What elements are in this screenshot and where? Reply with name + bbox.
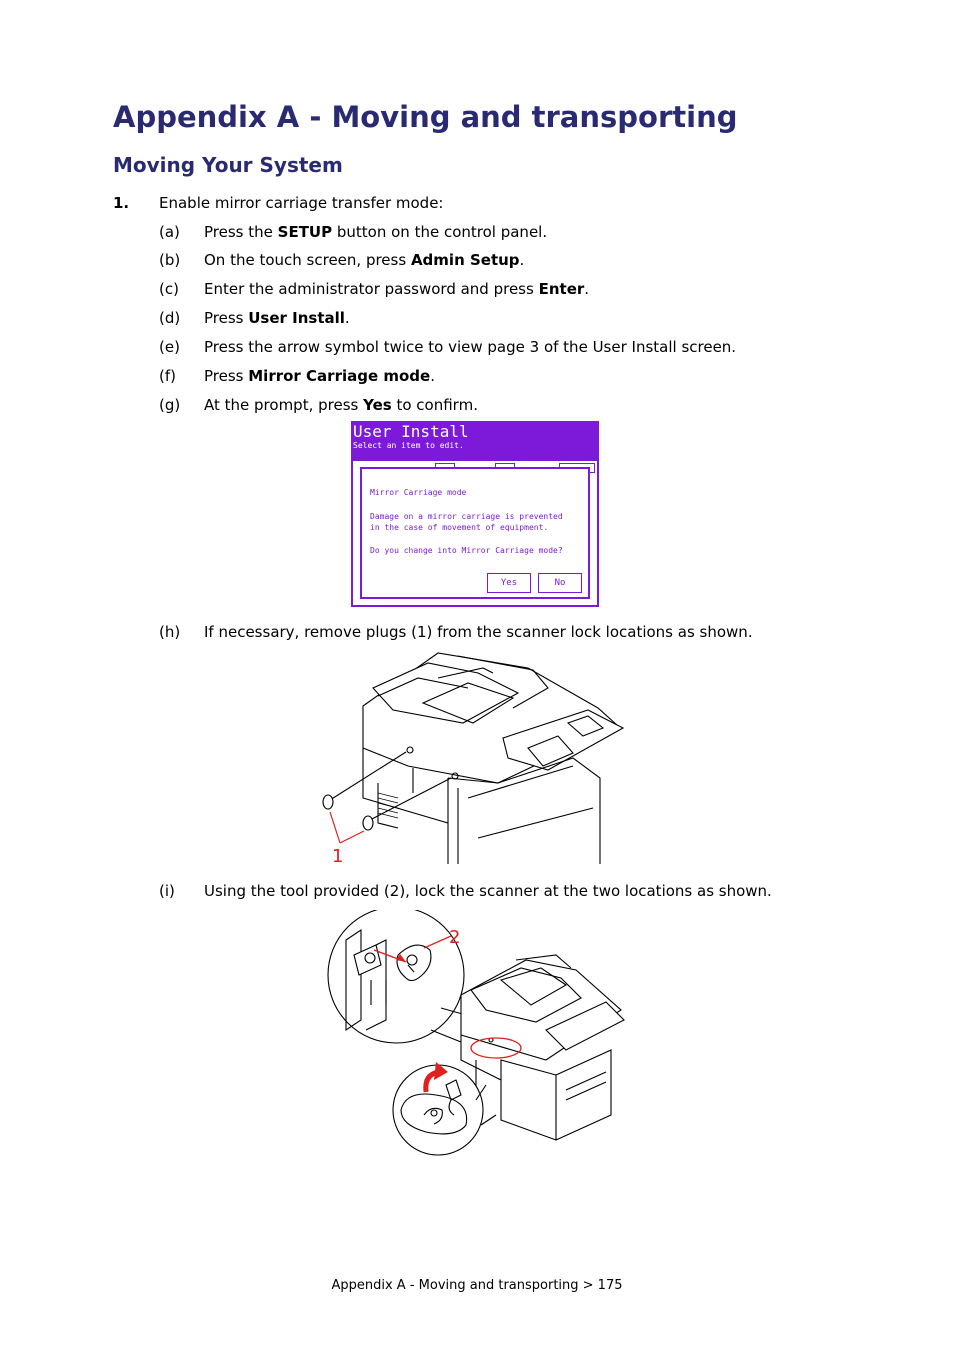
step-text: Enable mirror carriage transfer mode: — [159, 194, 444, 212]
substep-text: Press — [204, 367, 249, 385]
substep-text: Press — [204, 309, 249, 327]
callout-2: 2 — [449, 927, 461, 948]
page-title: Appendix A - Moving and transporting — [113, 100, 738, 134]
substep-text: On the touch screen, press — [204, 251, 411, 269]
substep-text: Enter the administrator password and press — [204, 280, 539, 298]
screen-title: User Install — [353, 422, 469, 441]
substep-bold: Enter — [538, 280, 585, 298]
substep-text-end: . — [430, 367, 435, 385]
step-number: 1. — [113, 194, 130, 212]
substep-bold: Mirror Carriage mode — [248, 367, 431, 385]
substep-text: Press the arrow symbol twice to view page 3 of the User Install screen. — [204, 338, 737, 356]
substep-label: (a) — [159, 223, 180, 241]
substep-text: Press the — [204, 223, 278, 241]
substep-label: (h) — [159, 623, 181, 641]
substep-bold: Yes — [363, 396, 392, 414]
substep-label: (b) — [159, 251, 181, 269]
printer-plugs-illustration — [318, 648, 628, 864]
substep-label: (f) — [159, 367, 176, 385]
substep-text-end: . — [584, 280, 590, 298]
substep-bold: Admin Setup — [410, 251, 520, 269]
substep-label: (g) — [159, 396, 181, 414]
substep-bold: User Install — [248, 309, 345, 327]
substep-text: Using the tool provided (2), lock the scanner at the two locations as shown. — [204, 882, 772, 900]
substep-text: At the prompt, press — [204, 396, 364, 414]
yes-button: Yes — [487, 573, 531, 593]
substep-label: (i) — [159, 882, 175, 900]
dialog-title: Mirror Carriage mode — [370, 488, 467, 497]
substep-label: (d) — [159, 309, 181, 327]
substep-label: (e) — [159, 338, 180, 356]
substep-bold: SETUP — [277, 223, 333, 241]
section-heading: Moving Your System — [113, 153, 343, 177]
scanner-lock-illustration — [326, 910, 630, 1160]
substep-text-end: button on the control panel. — [332, 223, 548, 241]
substep-label: (c) — [159, 280, 179, 298]
screen-subtitle: Select an item to edit. — [353, 441, 464, 450]
dialog-message-line1: Damage on a mirror carriage is prevented — [370, 512, 563, 521]
substep-text-end: . — [344, 309, 350, 327]
dialog-message-line2: in the case of movement of equipment. — [370, 523, 549, 532]
page-footer: Appendix A - Moving and transporting > 175 — [331, 1278, 623, 1293]
no-button: No — [538, 573, 582, 593]
dialog-question: Do you change into Mirror Carriage mode? — [370, 546, 563, 555]
substep-text: If necessary, remove plugs (1) from the scanner lock locations as shown. — [204, 623, 753, 641]
callout-1: 1 — [332, 846, 344, 864]
substep-text-end: to confirm. — [391, 396, 478, 414]
substep-text-end: . — [519, 251, 525, 269]
touch-screen-figure — [351, 421, 599, 607]
